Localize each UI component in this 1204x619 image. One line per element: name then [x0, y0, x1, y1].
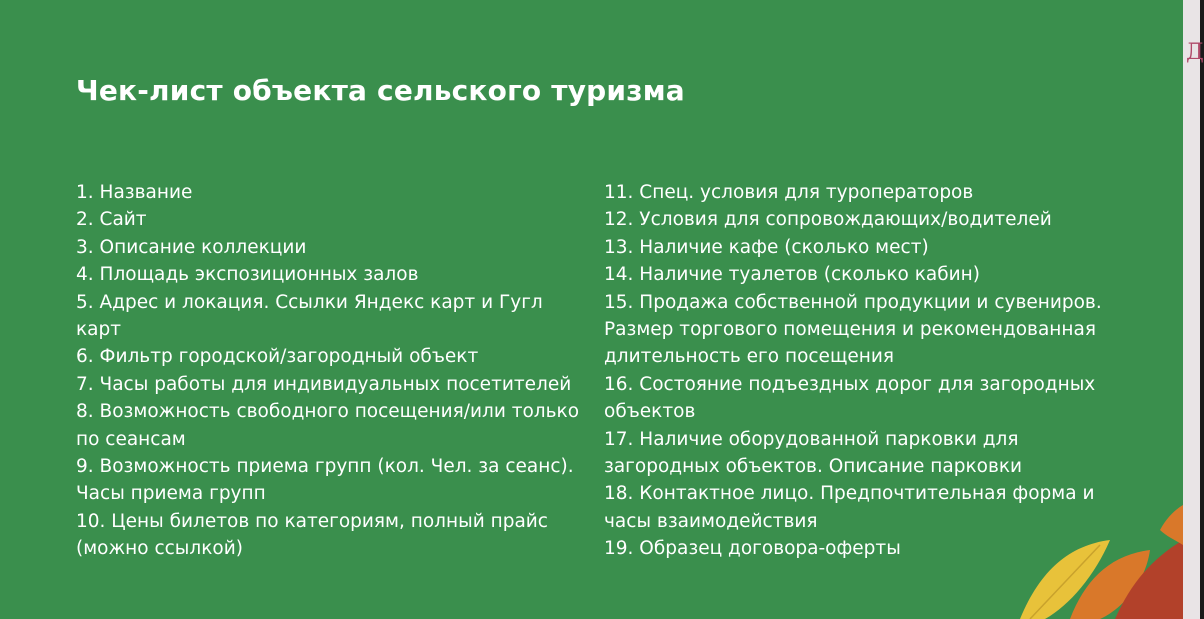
- checklist-item: 9. Возможность приема групп (кол. Чел. за сеанс). Часы приема групп: [76, 456, 574, 505]
- checklist-item: 19. Образец договора-оферты: [604, 538, 901, 560]
- checklist-item: 10. Цены билетов по категориям, полный прайс (можно ссылкой): [76, 510, 548, 560]
- checklist-item: 11. Спец. условия для туроператоров: [604, 182, 974, 203]
- checklist-item: 16. Состояние подъездных дорог для загородных объектов: [604, 373, 1096, 423]
- checklist-item: 1. Название: [76, 182, 193, 203]
- edge-letter: Д: [1186, 40, 1204, 65]
- checklist-item: 7. Часы работы для индивидуальных посетителей: [76, 373, 572, 395]
- checklist-item: 5. Адрес и локация. Ссылки Яндекс карт и Гугл карт: [76, 291, 543, 341]
- checklist-item: 18. Контактное лицо. Предпочтительная форма и часы взаимодействия: [604, 483, 1095, 532]
- checklist-item: 12. Условия для сопровождающих/водителей: [604, 209, 1052, 231]
- checklist-item: 6. Фильтр городской/загородный объект: [76, 346, 479, 368]
- checklist-left-column: [76, 179, 592, 563]
- adjacent-window-edge: [1183, 0, 1204, 619]
- checklist-item: 13. Наличие кафе (сколько мест): [604, 236, 929, 258]
- checklist-item: 14. Наличие туалетов (сколько кабин): [604, 264, 980, 286]
- checklist-item: 4. Площадь экспозиционных залов: [76, 264, 419, 286]
- checklist-item: 3. Описание коллекции: [76, 236, 307, 258]
- small-orange-leaf: [1160, 505, 1183, 545]
- checklist-item: 2. Сайт: [76, 209, 147, 231]
- checklist-item: 17. Наличие оборудованной парковки для загородных объектов. Описание парковки: [604, 428, 1023, 478]
- slide-title: Чек-лист объекта сельского туризма: [76, 74, 685, 107]
- autumn-leaves-icon: [1000, 500, 1183, 619]
- checklist-item: 8. Возможность свободного посещения/или только по сеансам: [76, 401, 580, 450]
- checklist-item: 15. Продажа собственной продукции и сувениров. Размер торгового помещения и рекомендованная длительность его посещения: [604, 291, 1102, 368]
